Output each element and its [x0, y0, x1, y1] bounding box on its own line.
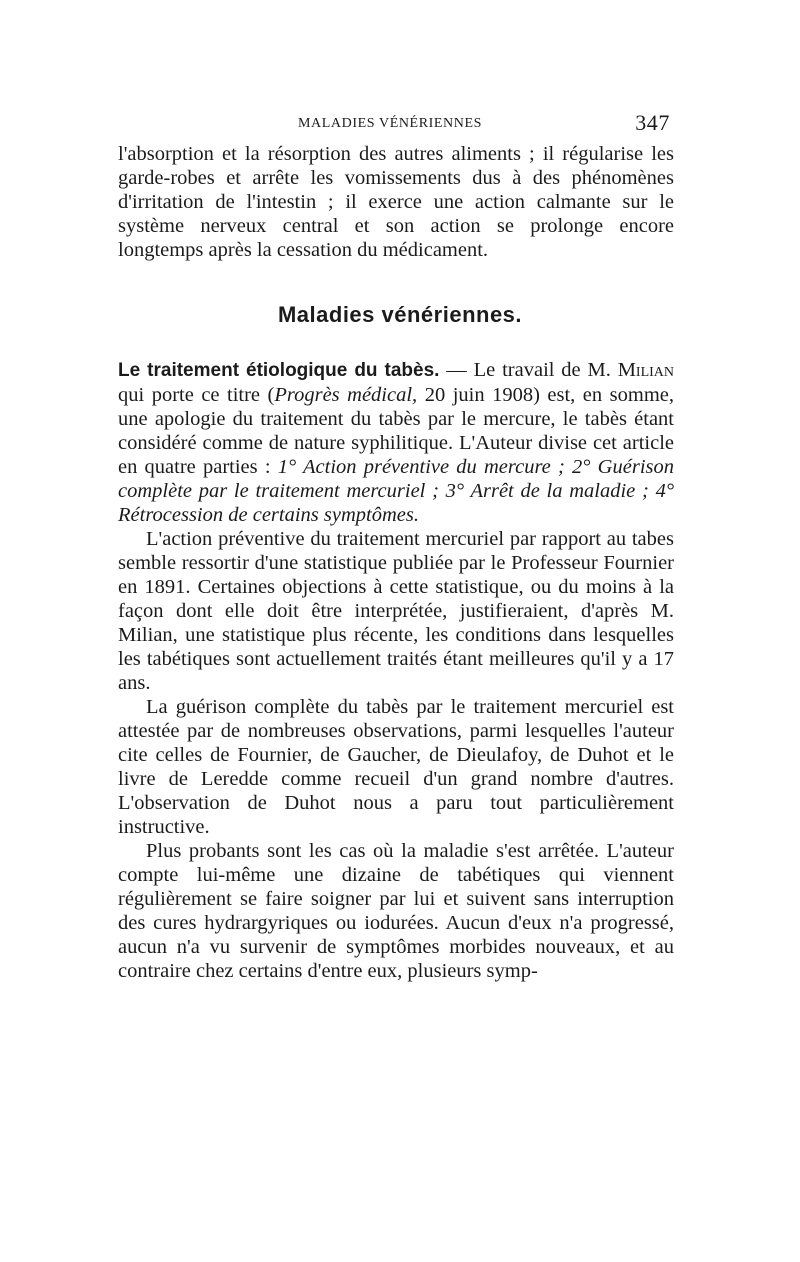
section-body: [118, 358, 674, 983]
em-dash: —: [439, 359, 474, 381]
paragraph-arrested-cases: Plus probants sont les cas où la maladie s'est arrêtée. L'auteur compte lui-même une dizaine de tabétiques qui viennent régulièrement se faire soigner par lui et suivent sans interruption des cures hydrargyriques ou iodurées. Aucun d'eux n'a progressé, aucun n'a vu survenir de symptômes morbides nouveaux, et au contraire chez certains d'entre eux, plusieurs symp-: [118, 840, 674, 982]
text-segment: [439, 480, 446, 502]
author-name: Milian: [617, 359, 675, 381]
book-page: [118, 108, 674, 983]
text-segment: Le travail de M.: [473, 359, 618, 381]
paragraph-complete-cure: La guérison complète du tabès par le traitement mercuriel est attestée par de nombreuses observations, parmi lesquelles l'auteur cite celles de Fournier, de Gaucher, de Dieulafoy, de Duhot et le livre de Leredde comme recueil d'un grand nombre d'autres. L'observation de Duhot nous a paru tout particulièrement instructive.: [118, 696, 674, 838]
text-segment: 20 juin 1908) est, en somme, une apologie du traitement du tabès par le mercure, le tabès étant considéré comme de nature syphilitique. L'Auteur divise cet article en quatre parties :: [118, 384, 675, 478]
journal-title: Progrès médical,: [274, 384, 418, 406]
paragraph-preventive-action: L'action préventive du traitement mercuriel par rapport au tabes semble ressortir d'une statistique publiée par le Professeur Fournier en 1891. Certaines objections à cette statistique, ou du moins à la façon dont elle doit être interprétée, justifieraient, d'après M. Milian, une statistique plus récente, les conditions dans lesquelles les tabétiques sont actuellement traités étant meilleures qu'il y a 17 ans.: [118, 528, 674, 694]
paragraph-tabes-treatment: [118, 358, 674, 527]
page-number: 347: [635, 110, 670, 135]
runin-heading: Le traitement étiologique du tabès.: [118, 360, 440, 381]
part-one: 1° Action préventive du mercure ;: [277, 456, 565, 478]
text-segment: [649, 480, 656, 502]
opening-paragraph: l'absorption et la résorption des autres aliments ; il régularise les garde-robes et arrête les vomissements dus à des phénomènes d'irritation de l'intestin ; il exerce une action calmante sur le système nerveux central et son action se prolonge encore longtemps après la cessation du médicament.: [118, 143, 674, 261]
running-title: MALADIES VÉNÉRIENNES: [298, 116, 483, 131]
part-four: 4° Rétrocession de certains symptômes.: [118, 480, 675, 526]
part-three: 3° Arrêt de la maladie ;: [445, 480, 649, 502]
part-two: 2° Guérison complète par le traitement mercuriel ;: [118, 456, 674, 502]
running-header: [118, 108, 674, 142]
text-segment: [565, 456, 572, 478]
text-segment: qui porte ce titre (: [118, 384, 275, 406]
section-title: Maladies vénériennes.: [277, 302, 523, 327]
